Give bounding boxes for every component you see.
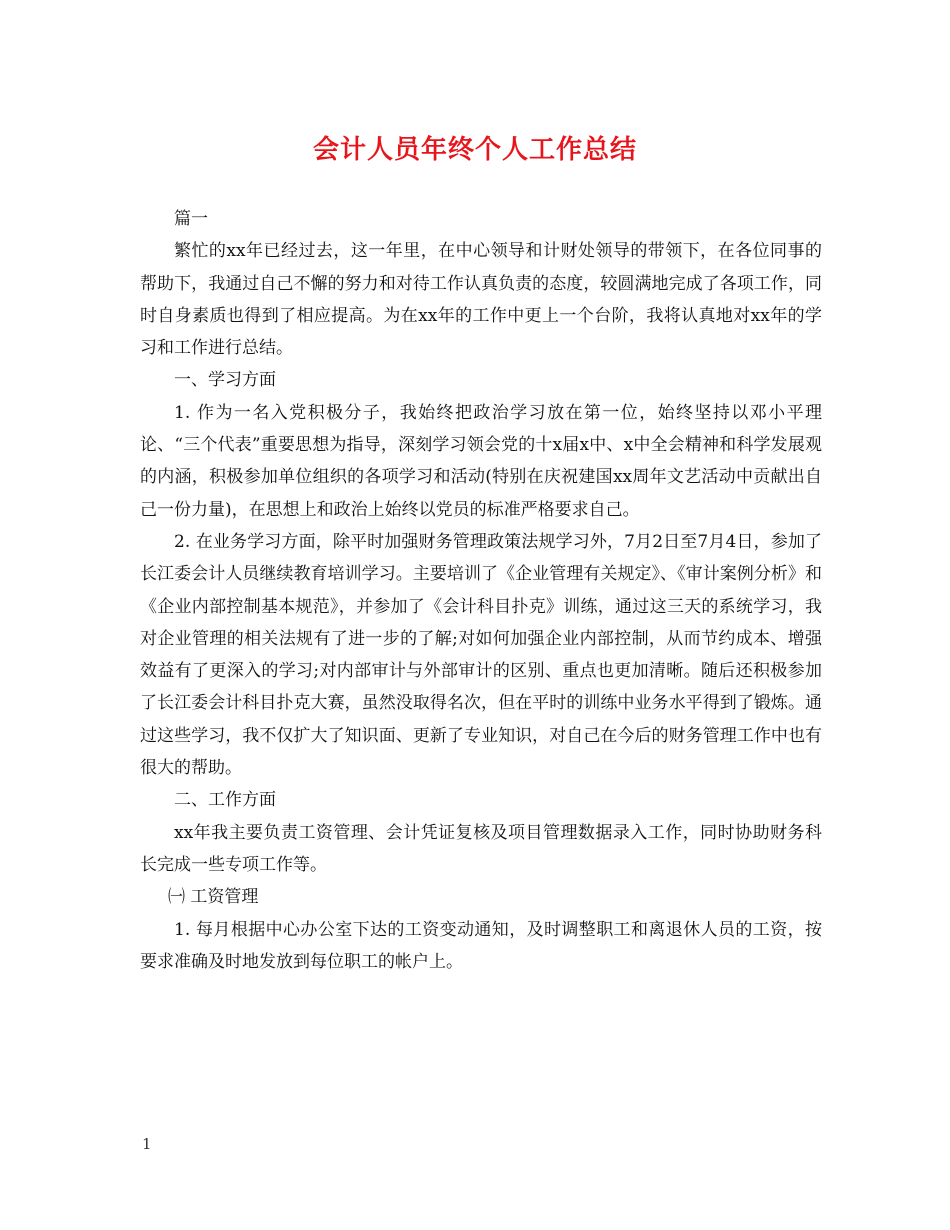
intro-paragraph: 繁忙的xx年已经过去，这一年里，在中心领导和计财处领导的带领下，在各位同事的帮助下，我通过自己不懈的努力和对待工作认真负责的态度，较圆满地完成了各项工作，同时自身素质也得到了相应提高。为在xx年的工作中更上一个台阶，我将认真地对xx年的学习和工作进行总结。	[140, 241, 822, 359]
heading-salary-management: ㈠ 工资管理	[168, 887, 259, 908]
work-overview: xx年我主要负责工资管理、会计凭证复核及项目管理数据录入工作，同时协助财务科长完成一些专项工作等。	[140, 822, 822, 875]
salary-item-1: 1. 每月根据中心办公室下达的工资变动通知，及时调整职工和离退休人员的工资，按要求准确及时地发放到每位职工的帐户上。	[140, 919, 822, 972]
heading-work: 二、工作方面	[174, 790, 276, 811]
study-item-1: 1. 作为一名入党积极分子，我始终把政治学习放在第一位，始终坚持以邓小平理论、“三个代表”重要思想为指导，深刻学习领会党的十x届x中、x中全会精神和科学发展观的内涵，积极参加单位组织的各项学习和活动(特别在庆祝建国xx周年文艺活动中贡献出自己一份力量)，在思想上和政治上始终以党员的标准严格要求自己。	[140, 402, 822, 520]
heading-study: 一、学习方面	[174, 370, 276, 391]
document-body	[140, 203, 822, 978]
document-title: 会计人员年终个人工作总结	[312, 135, 637, 165]
section-label-pian-yi: 篇一	[174, 209, 208, 229]
study-item-2: 2. 在业务学习方面，除平时加强财务管理政策法规学习外，7月2日至7月4日，参加了长江委会计人员继续教育培训学习。主要培训了《企业管理有关规定》、《审计案例分析》和《企业内部控制基本规范》，并参加了《会计科目扑克》训练，通过这三天的系统学习，我对企业管理的相关法规有了进一步的了解;对如何加强企业内部控制，从而节约成本、增强效益有了更深入的学习;对内部审计与外部审计的区别、重点也更加清晰。随后还积极参加了长江委会计科目扑克大赛，虽然没取得名次，但在平时的训练中业务水平得到了锻炼。通过这些学习，我不仅扩大了知识面、更新了专业知识，对自己在今后的财务管理工作中也有很大的帮助。	[140, 531, 822, 779]
page-number: 1	[142, 1135, 152, 1153]
